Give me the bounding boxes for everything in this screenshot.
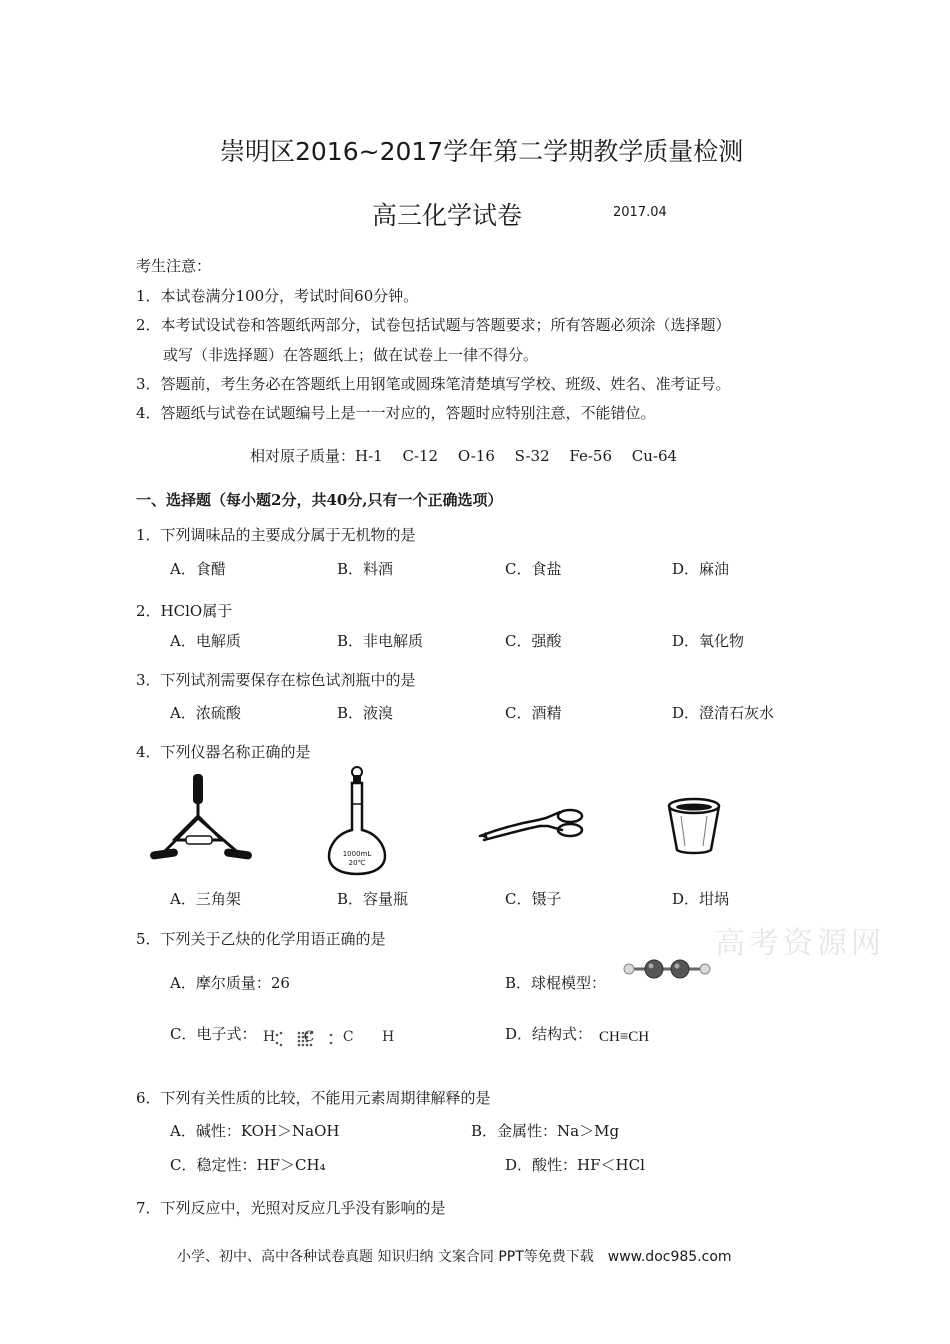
q4-option-c: C．镊子 [505, 890, 562, 908]
electron-formula [263, 1027, 407, 1051]
q2-option-b: B．非电解质 [337, 632, 424, 650]
electron-formula-text: H C C H [263, 1029, 407, 1045]
volumetric-flask-image [325, 764, 389, 876]
q3-option-a: A．浓硫酸 [170, 704, 241, 722]
tripod-image [146, 768, 256, 868]
q3-option-b: B．液溴 [337, 704, 394, 722]
watermark: 高考资源网 [715, 926, 885, 961]
notice-item-3: 3．答题前，考生务必在答题纸上用钢笔或圆珠笔清楚填写学校、班级、姓名、准考证号。 [136, 375, 731, 393]
exam-date: 2017.04 [613, 205, 667, 220]
q1-option-c: C．食盐 [505, 560, 562, 578]
q1-option-b: B．料酒 [337, 560, 394, 578]
exam-subtitle: 高三化学试卷 [372, 201, 523, 230]
question-5-stem: 5．下列关于乙炔的化学用语正确的是 [136, 930, 386, 948]
question-4-stem: 4．下列仪器名称正确的是 [136, 743, 311, 761]
question-7-stem: 7．下列反应中，光照对反应几乎没有影响的是 [136, 1199, 446, 1217]
q2-option-d: D．氧化物 [672, 632, 745, 650]
crucible-image [663, 796, 725, 858]
question-1-stem: 1．下列调味品的主要成分属于无机物的是 [136, 526, 416, 544]
atomic-mass: 相对原子质量：H-1 C-12 O-16 S-32 Fe-56 Cu-64 [250, 447, 678, 465]
question-2-stem: 2．HClO属于 [136, 602, 233, 620]
notice-item-4: 4．答题纸与试卷在试题编号上是一一对应的，答题时应特别注意，不能错位。 [136, 404, 656, 422]
q2-option-c: C．强酸 [505, 632, 562, 650]
section-heading: 一、选择题（每小题2分，共40分,只有一个正确选项） [136, 491, 503, 509]
ball-stick-model-image [620, 957, 714, 981]
question-6-stem: 6．下列有关性质的比较，不能用元素周期律解释的是 [136, 1089, 491, 1107]
notice-item-2: 2．本考试设试卷和答题纸两部分，试卷包括试题与答题要求；所有答题必须涂（选择题） [136, 316, 731, 334]
notice-heading: 考生注意： [136, 257, 212, 275]
q6-option-a: A．碱性：KOH＞NaOH [170, 1122, 340, 1140]
q1-option-d: D．麻油 [672, 560, 730, 578]
q5-option-b: B．球棍模型： [505, 974, 607, 992]
notice-item-1: 1．本试卷满分100分，考试时间60分钟。 [136, 287, 419, 305]
q4-option-a: A．三角架 [170, 890, 241, 908]
q3-option-c: C．酒精 [505, 704, 562, 722]
q3-option-d: D．澄清石灰水 [672, 704, 775, 722]
question-3-stem: 3．下列试剂需要保存在棕色试剂瓶中的是 [136, 671, 416, 689]
structural-formula: CH≡CH [599, 1029, 650, 1045]
flask-label-temp: 20℃ [348, 859, 366, 867]
notice-item-2-cont: 或写（非选择题）在答题纸上；做在试卷上一律不得分。 [163, 346, 539, 364]
q6-option-d: D．酸性：HF＜HCl [505, 1156, 645, 1174]
q6-option-c: C．稳定性：HF＞CH₄ [170, 1156, 326, 1174]
flask-label-volume: 1000mL [342, 850, 372, 858]
q5-option-a: A．摩尔质量：26 [170, 974, 290, 992]
crucible-tongs-image [476, 806, 586, 846]
q5-option-d: D．结构式： [505, 1025, 593, 1043]
q4-option-b: B．容量瓶 [337, 890, 409, 908]
q4-option-d: D．坩埚 [672, 890, 730, 908]
q5-option-c: C．电子式： [170, 1025, 257, 1043]
page-footer: 小学、初中、高中各种试卷真题 知识归纳 文案合同 PPT等免费下载 www.doc985.com [177, 1249, 732, 1265]
q1-option-a: A．食醋 [170, 560, 226, 578]
q6-option-b: B．金属性：Na＞Mg [471, 1122, 620, 1140]
q2-option-a: A．电解质 [170, 632, 241, 650]
exam-title: 崇明区2016~2017学年第二学期教学质量检测 [220, 137, 744, 166]
